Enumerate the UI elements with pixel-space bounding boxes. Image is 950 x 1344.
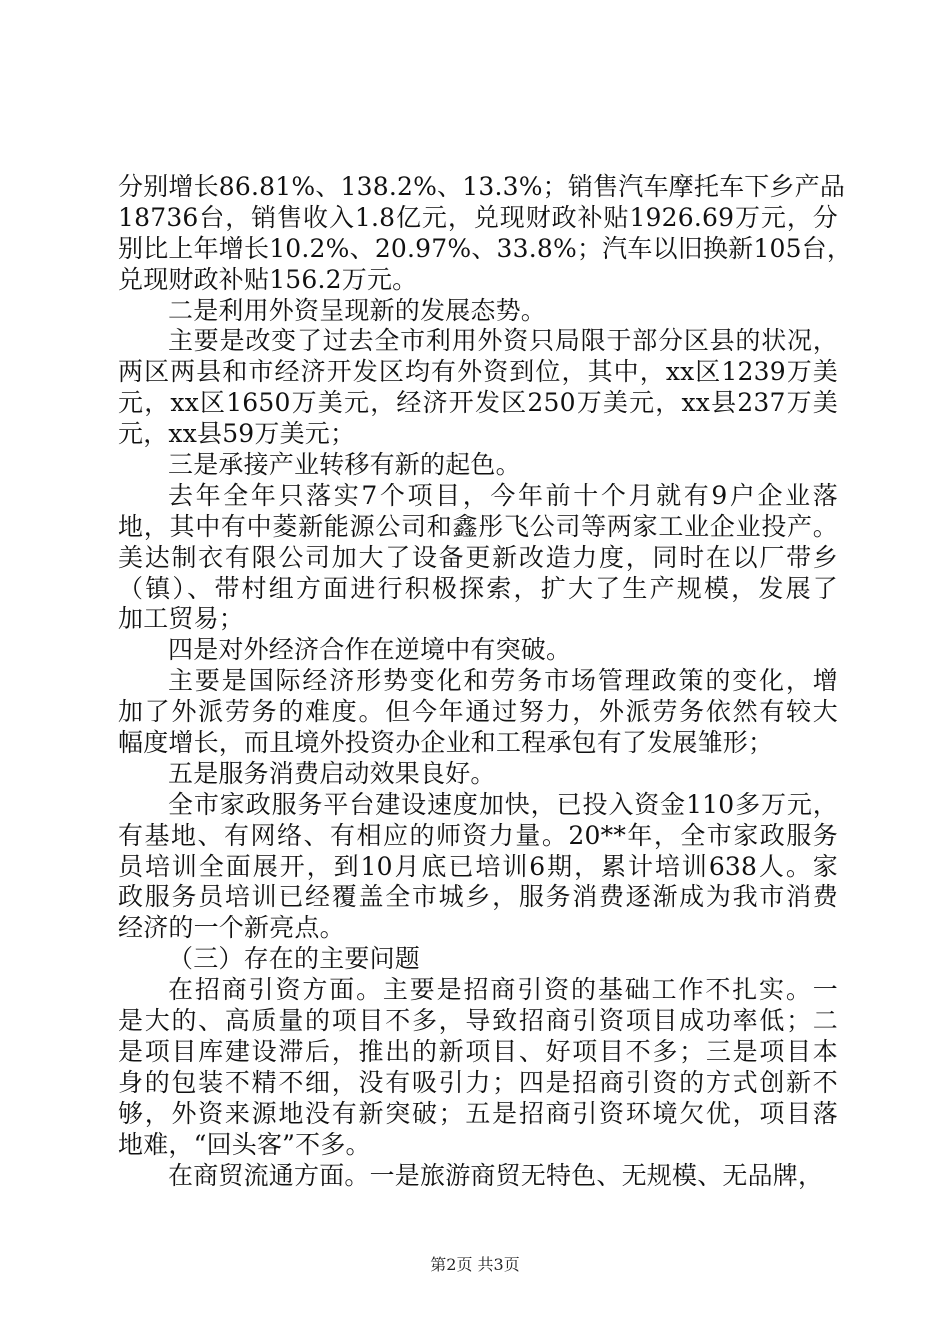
paragraph [118,975,838,1160]
paragraph [118,790,838,944]
paragraph [118,450,838,481]
text-line: 18736台，销售收入1.8亿元，兑现财政补贴1926.69万元，分 [118,202,838,232]
text-line: 幅度增长，而且境外投资办企业和工程承包有了发展雏形； [118,728,774,758]
text-line: 别比上年增长10.2%、20.97%、33.8%；汽车以旧换新105台， [118,233,853,263]
text-line: 在招商引资方面。主要是招商引资的基础工作不扎实。一 [168,975,838,1005]
text-line: 地，其中有中菱新能源公司和鑫彤飞公司等两家工业企业投产。 [118,511,838,541]
paragraph [118,481,838,635]
paragraph [118,944,838,975]
text-line: 元，xx区1650万美元，经济开发区250万美元，xx县237万美 [118,388,838,418]
text-line: 四是对外经济合作在逆境中有突破。 [168,635,572,665]
text-line: 够，外资来源地没有新突破；五是招商引资环境欠优，项目落 [118,1098,838,1128]
text-line: （三）存在的主要问题 [168,944,421,974]
text-line: （镇）、带村组方面进行积极探索，扩大了生产规模，发展了 [118,573,838,603]
text-line: 全市家政服务平台建设速度加快，已投入资金110多万元， [168,789,838,819]
text-line: 身的包装不精不细，没有吸引力；四是招商引资的方式创新不 [118,1067,838,1097]
paragraph [118,1161,838,1192]
text-line: 兑现财政补贴156.2万元。 [118,264,418,294]
text-line: 三是承接产业转移有新的起色。 [168,450,521,480]
text-line: 是项目库建设滞后，推出的新项目、好项目不多；三是项目本 [118,1036,838,1066]
text-line: 加了外派劳务的难度。但今年通过努力，外派劳务依然有较大 [118,697,838,727]
text-line: 两区两县和市经济开发区均有外资到位，其中，xx区1239万美 [118,357,838,387]
text-line: 二是利用外资呈现新的发展态势。 [168,295,547,325]
paragraph [118,296,838,327]
text-line: 主要是国际经济形势变化和劳务市场管理政策的变化，增 [168,666,838,696]
page-footer: 第2页 共3页 [430,1255,520,1274]
text-line: 去年全年只落实7个项目，今年前十个月就有9户企业落 [168,480,838,510]
text-line: 五是服务消费启动效果良好。 [168,758,496,788]
text-line: 主要是改变了过去全市利用外资只局限于部分区县的状况， [168,326,838,356]
paragraph [118,666,838,759]
body-text [118,172,853,1191]
text-line: 员培训全面展开，到10月底已培训6期，累计培训638人。家 [118,851,838,881]
text-line: 地难，“回头客”不多。 [118,1129,371,1159]
text-line: 经济的一个新亮点。 [118,913,345,943]
paragraph [118,759,838,790]
text-line: 分别增长86.81%、138.2%、13.3%；销售汽车摩托车下乡产品 [118,172,846,201]
text-line: 是大的、高质量的项目不多，导致招商引资项目成功率低；二 [118,1006,838,1036]
text-line: 加工贸易； [118,604,245,634]
text-line: 有基地、有网络、有相应的师资力量。20**年，全市家政服务 [118,820,838,850]
text-line: 美达制衣有限公司加大了设备更新改造力度，同时在以厂带乡 [118,542,838,572]
text-line: 政服务员培训已经覆盖全市城乡，服务消费逐渐成为我市消费 [118,882,838,912]
paragraph [118,635,838,666]
paragraph [118,172,853,296]
text-line: 元，xx县59万美元； [118,419,356,449]
text-line: 在商贸流通方面。一是旅游商贸无特色、无规模、无品牌， [168,1160,824,1190]
paragraph [118,326,838,450]
